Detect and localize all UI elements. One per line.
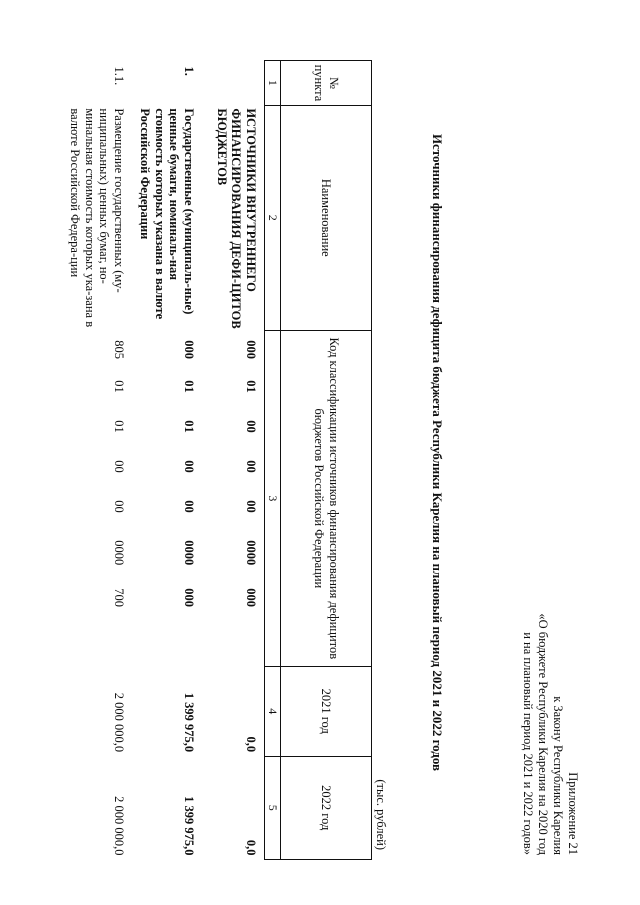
code-segment: 01 [182,380,196,393]
header-2022: 2022 год [281,756,372,859]
code-segment: 01 [112,380,126,393]
code-segment: 01 [112,420,126,433]
header-number-2: 2 [265,105,281,330]
code-segment: 000 [182,340,196,359]
code-segment: 00 [112,500,126,513]
header-name: Наименование [281,105,372,330]
header-number-5: 5 [265,756,281,859]
row-2021: 2 000 000,0 [112,692,126,753]
units-label: (тыс. рублей) [374,779,388,850]
appendix-line-1: Приложение 21 [566,772,580,855]
row-name: ИСТОЧНИКИ ВНУТРЕННЕГО ФИНАНСИРОВАНИЯ ДЕФИ-ЦИТОВ БЮДЖЕТОВ [215,108,258,329]
row-2022: 2 000 000,0 [112,796,126,856]
code-segment: 000 [244,340,258,359]
code-segment: 00 [182,460,196,473]
document-title: Источники финансирования дефицита бюджета Республики Карелия на плановый период 2021 и 2022 годов [430,133,445,772]
code-segment: 0000 [182,540,196,566]
row-num: 1. [182,66,196,76]
code-segment: 01 [244,380,258,393]
header-number-1: 1 [265,61,281,106]
row-num: 1.1. [112,66,126,86]
row-code [126,330,196,666]
code-segment: 0000 [244,540,258,566]
appendix-line-3: «О бюджете Республики Карелия на 2020 год [536,613,550,855]
row-code [38,330,126,666]
code-segment: 0000 [112,540,126,566]
row-2021: 1 399 975,0 [182,692,196,753]
header-code: Код классификации источников финансирования дефицитов бюджетов Российской Федерации [281,330,372,666]
code-segment: 01 [182,420,196,433]
row-code [196,330,265,666]
header-num: № пункта [281,61,372,106]
row-2022: 1 399 975,0 [182,796,196,856]
row-2021: 0,0 [244,736,258,753]
header-2021: 2021 год [281,666,372,756]
appendix-note [520,613,580,855]
code-segment: 00 [244,420,258,433]
code-segment: 000 [182,588,196,607]
header-number-4: 4 [265,666,281,756]
financing-table [38,60,372,860]
header-number-3: 3 [265,330,281,666]
row-name: Размещение государственных (му-ниципальных) ценных бумаг, но-минальная стоимость которых ука-зана в валюте Российской Федера-ции [68,108,126,328]
code-segment: 000 [244,588,258,607]
row-name: Государственные (муниципаль-ные) ценные бумаги, номиналь-ная стоимость которых указана в валюте Российской Федерации [138,108,196,320]
table-row [196,61,265,860]
code-segment: 00 [182,500,196,513]
code-segment: 805 [112,340,126,359]
appendix-line-2: к Закону Республики Карелия [551,696,565,855]
code-segment: 700 [112,588,126,607]
row-2022: 0,0 [244,839,258,856]
appendix-line-4: и на плановый период 2021 и 2022 годов» [521,632,535,855]
code-segment: 00 [244,460,258,473]
code-segment: 00 [112,460,126,473]
table-row [126,61,196,860]
row-num [196,61,265,106]
code-segment: 00 [244,500,258,513]
table-row [38,61,126,860]
